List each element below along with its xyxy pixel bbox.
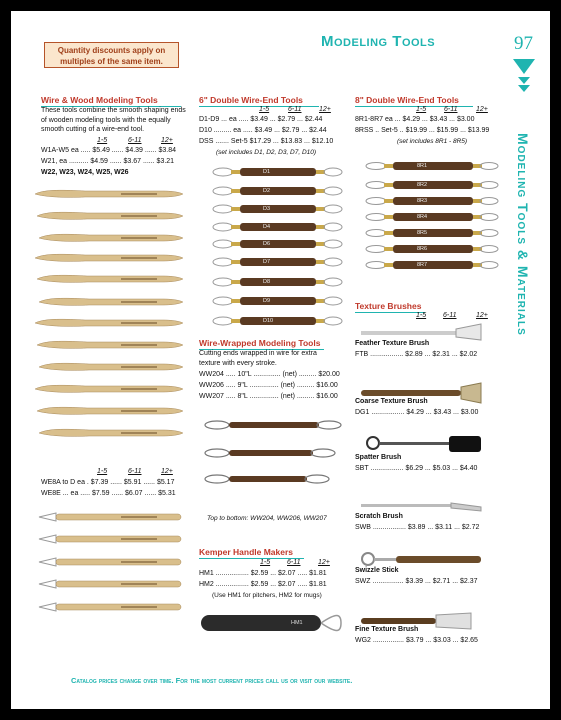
wooden-handle xyxy=(240,240,316,248)
tool-label: D2 xyxy=(263,188,271,194)
wire-loop xyxy=(213,187,233,195)
brass-ferrule xyxy=(231,280,240,284)
wooden-tool xyxy=(37,275,183,282)
wire-loop xyxy=(311,449,335,457)
wire-wrapped-heading: Wire-Wrapped Modeling Tools xyxy=(199,338,320,348)
brush-handle xyxy=(396,556,481,563)
handle-label: HM1 xyxy=(291,620,303,626)
tool-label: 8R7 xyxy=(417,262,428,268)
brass-ferrule xyxy=(384,247,393,251)
product-illustrations xyxy=(11,11,550,709)
price-header: 12+ xyxy=(476,106,488,113)
wire-loop xyxy=(324,205,342,213)
wooden-tool xyxy=(35,319,183,326)
wooden-handle xyxy=(393,213,473,221)
wire-loop xyxy=(366,182,386,189)
wooden-handle xyxy=(240,278,316,286)
wooden-handle xyxy=(229,476,307,482)
footer-notice: Catalog prices change over time. For the most current prices call us or visit our website. xyxy=(71,676,353,685)
wire-loop xyxy=(305,475,329,483)
wooden-handle xyxy=(240,205,316,213)
brass-ferrule xyxy=(384,164,393,168)
price-row: DG1 ................. $4.29 ... $3.43 ... $3.00 xyxy=(355,409,479,416)
brass-ferrule xyxy=(231,260,240,264)
wire-loop xyxy=(39,603,56,611)
wire-loop xyxy=(324,258,342,266)
brass-ferrule xyxy=(231,319,240,323)
brush-name: Fine Texture Brush xyxy=(355,626,419,633)
handle-maker-tool xyxy=(201,615,321,631)
price-row: WE8E ... ea ..... $7.59 ...... $6.07 ...... $5.31 xyxy=(41,490,176,497)
wooden-tool xyxy=(35,190,183,197)
price-header: 1-5 xyxy=(97,137,108,144)
wooden-tool xyxy=(35,385,183,392)
tool-stamp xyxy=(121,322,157,324)
eight-inch-tools-heading: 8" Double Wire-End Tools xyxy=(355,95,459,105)
tool-label: 8R1 xyxy=(417,163,428,169)
wooden-tool xyxy=(39,363,183,370)
tool-stamp xyxy=(121,237,157,239)
price-header: 6-11 xyxy=(128,137,142,144)
brass-ferrule xyxy=(384,199,393,203)
price-header: 1-5 xyxy=(416,106,427,113)
wood-tools-heading: Wire & Wood Modeling Tools xyxy=(41,95,158,105)
wire-loop xyxy=(480,246,498,253)
wire-loop xyxy=(205,449,229,457)
wooden-handle xyxy=(56,514,181,520)
wooden-handle xyxy=(240,258,316,266)
brush-handle xyxy=(379,442,449,445)
fine-bristles xyxy=(436,613,471,629)
wooden-handle xyxy=(56,536,181,542)
brush-handle xyxy=(361,390,461,396)
wooden-tool xyxy=(39,234,183,241)
tool-label: D6 xyxy=(263,241,271,247)
price-row: SBT ................. $6.29 ... $5.03 ... $4.40 xyxy=(355,465,478,472)
wire-loop xyxy=(324,187,342,195)
price-row: DSS ....... Set-5 $17.29 ... $13.83 ... $12.10 xyxy=(199,138,334,145)
coarse-bristles xyxy=(461,383,481,403)
swizzle-loop xyxy=(362,553,374,565)
brass-ferrule xyxy=(384,231,393,235)
wooden-handle xyxy=(240,223,316,231)
wooden-handle xyxy=(393,181,473,189)
brass-ferrule xyxy=(231,299,240,303)
tool-stamp xyxy=(121,516,157,518)
tool-label: D9 xyxy=(263,298,271,304)
wire-loop xyxy=(324,278,342,286)
wooden-handle xyxy=(56,581,181,587)
tool-label: 8R5 xyxy=(417,230,428,236)
price-header: 1-5 xyxy=(97,468,108,475)
brass-ferrule xyxy=(384,183,393,187)
price-row: WW206 ..... 9"L ............... (net) ......... $16.00 xyxy=(199,382,338,389)
wire-loop xyxy=(324,297,342,305)
tool-stamp xyxy=(121,278,157,280)
brush-handle xyxy=(361,504,451,507)
wooden-tool xyxy=(37,341,183,348)
tool-label: 8R2 xyxy=(417,182,428,188)
brush-name: Coarse Texture Brush xyxy=(355,398,428,405)
tool-stamp xyxy=(121,538,157,540)
wooden-handle xyxy=(393,162,473,170)
wire-loop xyxy=(366,262,386,269)
wooden-handle xyxy=(393,261,473,269)
price-header: 6-11 xyxy=(128,468,142,475)
wire-loop xyxy=(480,182,498,189)
wooden-handle xyxy=(56,604,181,610)
wire-loop xyxy=(213,223,233,231)
wire-loop xyxy=(317,421,341,429)
wire-loop xyxy=(39,558,56,566)
wire-loop xyxy=(480,163,498,170)
price-row: SWB ................. $3.89 ... $3.11 ... $2.72 xyxy=(355,524,480,531)
scratch-bristles xyxy=(451,503,481,511)
wire-loop xyxy=(366,198,386,205)
tool-stamp xyxy=(121,583,157,585)
price-header: 6-11 xyxy=(444,106,458,113)
brush-loop xyxy=(367,437,379,449)
tool-stamp xyxy=(121,257,157,259)
price-header: 12+ xyxy=(161,137,173,144)
tool-stamp xyxy=(121,193,157,195)
set-note: (set includes D1, D2, D3, D7, D10) xyxy=(216,149,317,156)
page-title: Modeling Tools xyxy=(321,33,436,50)
wooden-handle xyxy=(393,245,473,253)
brass-ferrule xyxy=(231,207,240,211)
side-section-title: Modeling Tools & Materials xyxy=(515,133,531,336)
tool-stamp xyxy=(121,410,157,412)
wire-loop xyxy=(213,240,233,248)
catalog-page xyxy=(11,11,550,709)
brush-name: Swizzle Stick xyxy=(355,567,399,574)
wire-loop xyxy=(366,214,386,221)
wire-loop xyxy=(205,475,229,483)
wire-loop xyxy=(213,205,233,213)
price-row: W22, W23, W24, W25, W26 xyxy=(41,169,129,176)
wire-loop xyxy=(366,163,386,170)
price-row: 8RSS .. Set-5 .. $19.99 ... $15.99 ... $13.99 xyxy=(355,127,490,134)
brass-ferrule xyxy=(384,215,393,219)
price-header: 6-11 xyxy=(288,106,302,113)
tool-stamp xyxy=(121,215,157,217)
feather-bristles xyxy=(456,324,481,340)
tool-label: D8 xyxy=(263,279,271,285)
wooden-handle xyxy=(229,422,319,428)
wooden-tool xyxy=(37,407,183,414)
tool-stamp xyxy=(121,301,157,303)
price-header: 12+ xyxy=(318,559,330,566)
wire-loop xyxy=(480,214,498,221)
wire-loop xyxy=(321,616,341,631)
wire-loop xyxy=(213,317,233,325)
price-header: 1-5 xyxy=(416,312,427,319)
wire-loop xyxy=(366,230,386,237)
wooden-handle xyxy=(240,297,316,305)
brush-name: Spatter Brush xyxy=(355,454,402,461)
price-row: HM2 ................. $2.59 ... $2.07 ..... $1.81 xyxy=(199,581,327,588)
tool-stamp xyxy=(121,388,157,390)
tool-label: D7 xyxy=(263,259,271,265)
brass-ferrule xyxy=(231,225,240,229)
quantity-discount-banner: Quantity discounts apply on multiples of the same item. xyxy=(44,42,179,68)
wire-loop xyxy=(324,240,342,248)
tool-stamp xyxy=(121,606,157,608)
wire-loop xyxy=(213,168,233,176)
wooden-handle xyxy=(229,450,313,456)
brass-ferrule xyxy=(231,170,240,174)
brush-name: Feather Texture Brush xyxy=(355,340,430,347)
wire-loop xyxy=(324,168,342,176)
price-row: 8R1-8R7 ea ... $4.29 ... $3.43 ... $3.00 xyxy=(355,116,475,123)
wooden-handle xyxy=(240,168,316,176)
wooden-handle xyxy=(240,187,316,195)
wire-loop xyxy=(39,535,56,543)
price-row: WW204 ..... 10"L .............. (net) ......... $20.00 xyxy=(199,371,340,378)
wire-loop xyxy=(480,262,498,269)
set-note: (set includes 8R1 - 8R5) xyxy=(397,138,468,145)
price-header: 12+ xyxy=(319,106,331,113)
wooden-handle xyxy=(393,197,473,205)
wire-loop xyxy=(480,198,498,205)
brush-handle xyxy=(361,331,456,335)
price-row: D10 ......... ea ..... $3.49 ... $2.79 ... $2.44 xyxy=(199,127,327,134)
page-number: 97 xyxy=(514,33,533,54)
wood-tools-description: These tools combine the smooth shaping ends of wooden modeling tools with the equally smooth cutting of a wire-end tool. xyxy=(41,107,186,133)
price-row: WE8A to D ea . $7.39 ...... $5.91 ...... $5.17 xyxy=(41,479,175,486)
wire-loop xyxy=(324,317,342,325)
price-row: W21, ea .......... $4.59 ...... $3.67 ...... $3.21 xyxy=(41,158,175,165)
price-header: 1-5 xyxy=(260,559,271,566)
texture-brushes-heading: Texture Brushes xyxy=(355,301,421,311)
wire-loop xyxy=(205,421,229,429)
wire-loop xyxy=(213,297,233,305)
wooden-handle xyxy=(240,317,316,325)
spatter-bristles xyxy=(449,436,481,452)
wire-loop xyxy=(213,278,233,286)
wire-wrapped-description: Cutting ends wrapped in wire for extra texture with every stroke. xyxy=(199,350,317,367)
tool-label: 8R6 xyxy=(417,246,428,252)
price-row: WW207 ..... 8"L ............... (net) ......... $16.00 xyxy=(199,393,338,400)
kemper-note: (Use HM1 for pitchers, HM2 for mugs) xyxy=(212,592,322,599)
wooden-tool xyxy=(39,298,183,305)
brush-name: Scratch Brush xyxy=(355,513,403,520)
wire-loop xyxy=(213,258,233,266)
price-row: WG2 ................ $3.79 ... $3.03 ... $2.65 xyxy=(355,637,478,644)
tool-stamp xyxy=(121,561,157,563)
price-row: FTB ................. $2.89 ... $2.31 ... $2.02 xyxy=(355,351,478,358)
tool-label: D1 xyxy=(263,169,271,175)
brass-ferrule xyxy=(384,263,393,267)
wooden-handle xyxy=(393,229,473,237)
tool-stamp xyxy=(121,366,157,368)
swizzle-wire xyxy=(374,558,396,561)
wooden-handle xyxy=(56,559,181,565)
price-row: D1-D9 ... ea ..... $3.49 ... $2.79 ... $2.44 xyxy=(199,116,323,123)
wire-loop xyxy=(480,230,498,237)
kemper-heading: Kemper Handle Makers xyxy=(199,547,293,557)
wire-wrapped-caption: Top to bottom: WW204, WW206, WW207 xyxy=(207,515,327,522)
tool-stamp xyxy=(121,344,157,346)
brass-ferrule xyxy=(231,189,240,193)
price-row: W1A-W5 ea ..... $5.49 ...... $4.39 ...... $3.84 xyxy=(41,147,177,154)
wooden-tool xyxy=(39,429,183,436)
price-header: 6-11 xyxy=(287,559,301,566)
six-inch-tools-heading: 6" Double Wire-End Tools xyxy=(199,95,303,105)
price-row: SWZ ................ $3.39 ... $2.71 ... $2.37 xyxy=(355,578,478,585)
price-row: HM1 ................. $2.59 ... $2.07 ..... $1.81 xyxy=(199,570,327,577)
brass-ferrule xyxy=(231,242,240,246)
tool-label: 8R4 xyxy=(417,214,428,220)
tool-label: D3 xyxy=(263,206,271,212)
price-header: 12+ xyxy=(161,468,173,475)
price-header: 12+ xyxy=(476,312,488,319)
tool-stamp xyxy=(121,432,157,434)
wire-loop xyxy=(39,513,56,521)
wire-loop xyxy=(366,246,386,253)
wooden-tool xyxy=(35,254,183,261)
tool-label: D10 xyxy=(263,318,274,324)
tool-label: D4 xyxy=(263,224,271,230)
wire-loop xyxy=(39,580,56,588)
brush-handle xyxy=(361,618,436,624)
price-header: 1-5 xyxy=(259,106,270,113)
wooden-tool xyxy=(37,212,183,219)
tool-label: 8R3 xyxy=(417,198,428,204)
wire-loop xyxy=(324,223,342,231)
price-header: 6-11 xyxy=(443,312,457,319)
